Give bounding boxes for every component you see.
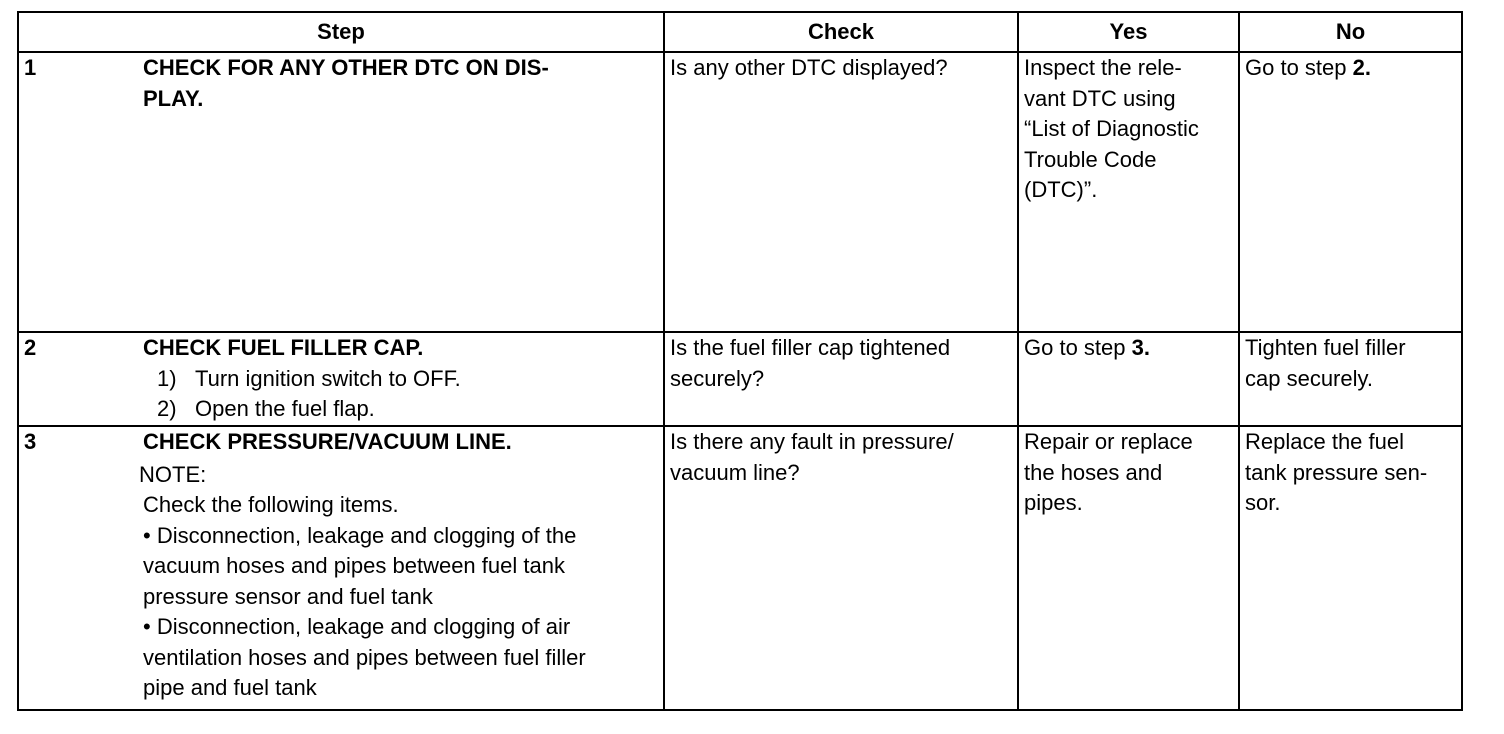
no-cell: Tighten fuel filler cap securely.	[1239, 332, 1462, 426]
step-cell	[18, 426, 664, 710]
header-yes: Yes	[1018, 12, 1239, 52]
yes-cell: Go to step 3.	[1018, 332, 1239, 426]
step-reference: 3.	[1131, 335, 1150, 360]
table-row	[18, 426, 1462, 710]
step-title: CHECK PRESSURE/VACUUM LINE.	[143, 429, 512, 454]
header-check: Check	[664, 12, 1018, 52]
note-bullet: • Disconnection, leakage and clogging of the vacuum hoses and pipes between fuel tank pressure sensor and fuel tank	[143, 522, 577, 609]
substep: 2) Open the fuel flap.	[157, 396, 375, 421]
note-label: NOTE:	[139, 461, 207, 487]
header-row	[18, 12, 1462, 52]
header-no: No	[1239, 12, 1462, 52]
header-step: Step	[18, 12, 664, 52]
step-number: 1	[24, 55, 37, 80]
table-row	[18, 52, 1462, 332]
check-cell: Is the fuel filler cap tightened securely?	[664, 332, 1018, 426]
diagnostic-table	[17, 11, 1463, 711]
step-reference: 2.	[1352, 55, 1371, 80]
step-number: 3	[24, 429, 37, 454]
step-number: 2	[24, 335, 37, 360]
substep: 1) Turn ignition switch to OFF.	[157, 365, 461, 391]
note-bullet: • Disconnection, leakage and clogging of air ventilation hoses and pipes between fuel filler pipe and fuel tank	[143, 614, 586, 700]
no-cell: Go to step 2.	[1239, 52, 1462, 332]
step-cell	[18, 332, 664, 426]
no-cell: Replace the fuel tank pressure sen- sor.	[1239, 426, 1462, 710]
yes-cell: Repair or replace the hoses and pipes.	[1018, 426, 1239, 710]
check-cell: Is any other DTC displayed?	[664, 52, 1018, 332]
step-title: CHECK FUEL FILLER CAP.	[143, 335, 424, 360]
note-intro: Check the following items.	[143, 492, 399, 517]
table-row	[18, 332, 1462, 426]
check-cell: Is there any fault in pressure/ vacuum line?	[664, 426, 1018, 710]
step-cell	[18, 52, 664, 332]
step-title: CHECK FOR ANY OTHER DTC ON DIS- PLAY.	[143, 55, 549, 111]
yes-cell: Inspect the rele- vant DTC using “List of Diagnostic Trouble Code (DTC)”.	[1018, 52, 1239, 332]
